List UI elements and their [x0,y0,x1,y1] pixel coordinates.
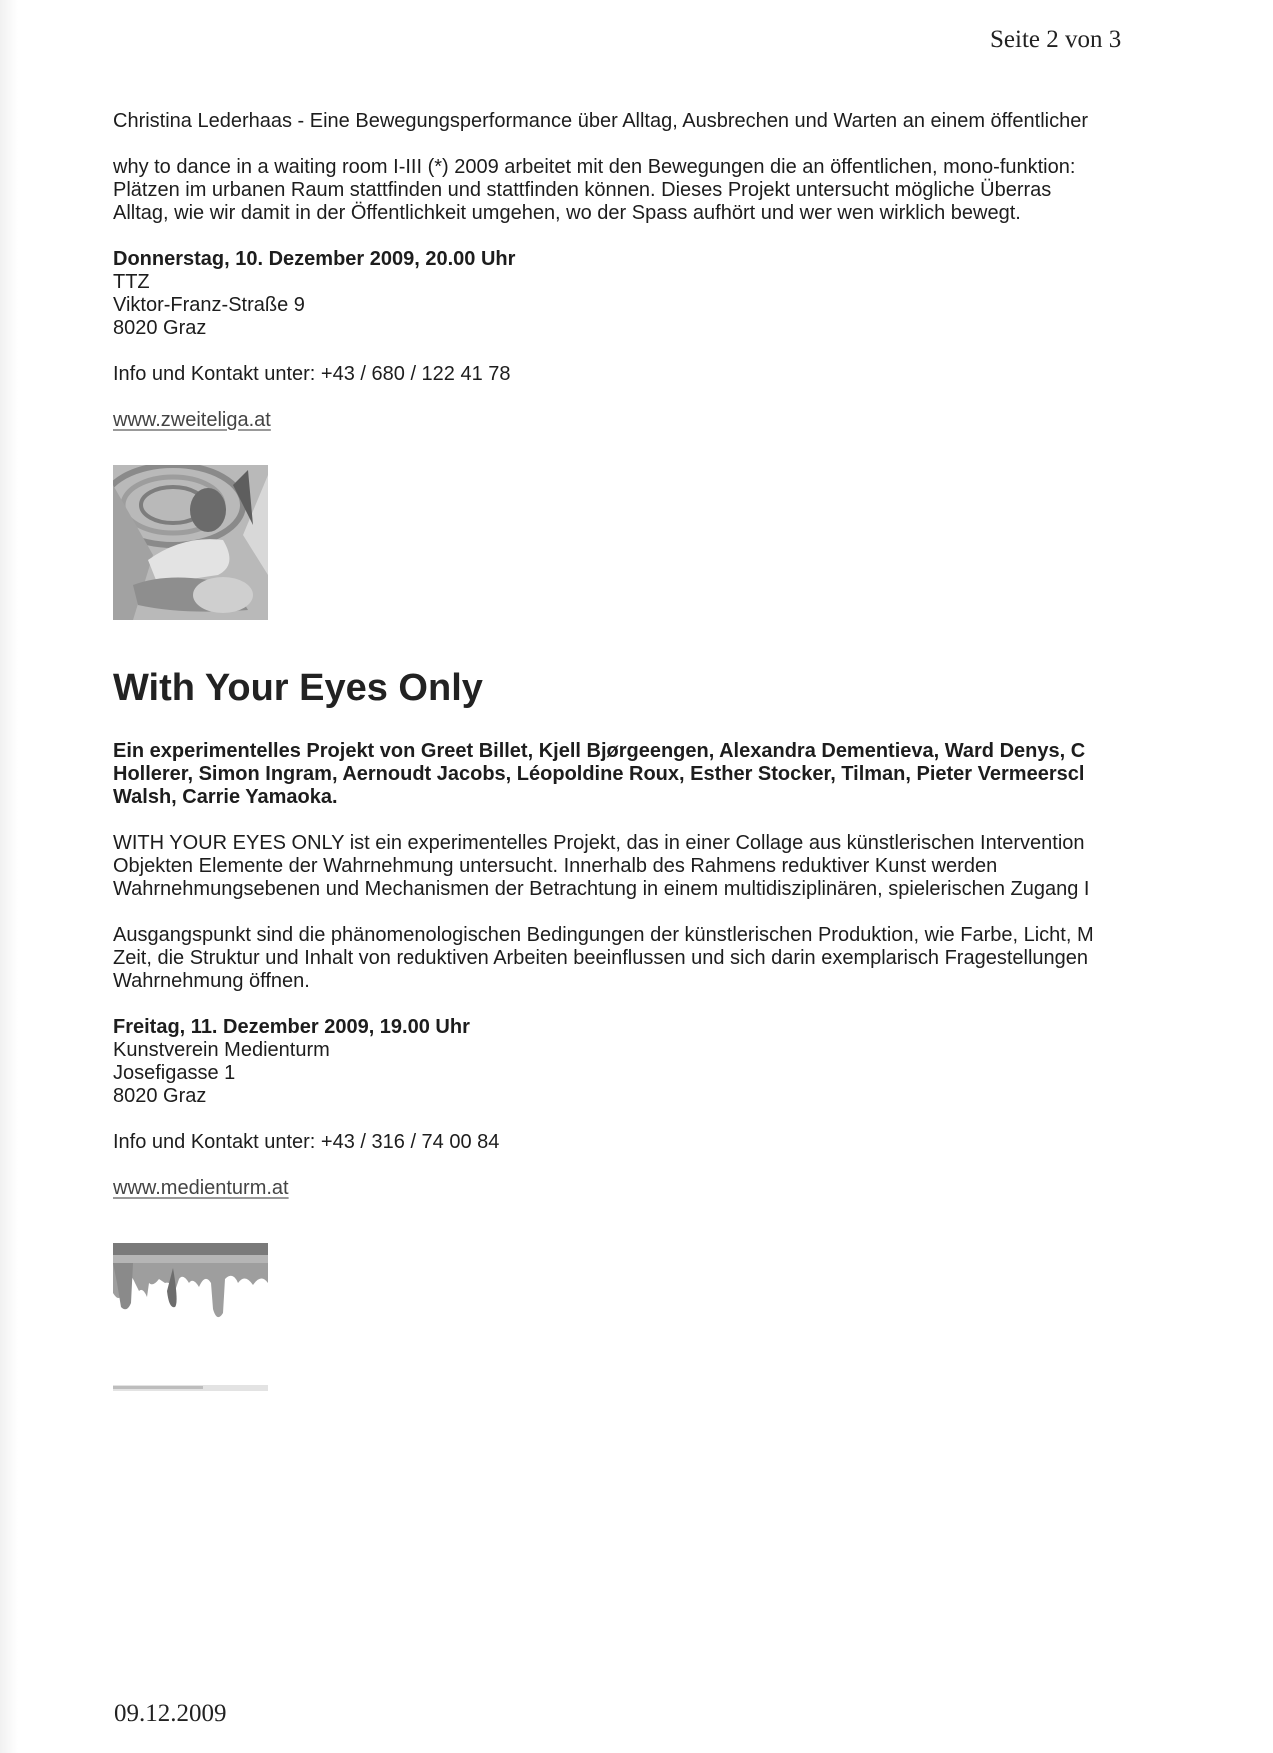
event2-artists-line: Walsh, Carrie Yamaoka. [113,786,338,808]
event2-artwork-photo [113,1243,268,1398]
event2-artists-line: Hollerer, Simon Ingram, Aernoudt Jacobs, Léopoldine Roux, Esther Stocker, Tilman, Pieter Vermeerscl [113,763,1085,785]
event1-dancer-photo [113,465,268,620]
event2-venue: Kunstverein Medienturm [113,1039,330,1061]
dancer-photo-image [113,465,268,620]
event1-venue: TTZ [113,271,150,293]
artwork-photo-image [113,1243,268,1398]
event2-datetime: Freitag, 11. Dezember 2009, 19.00 Uhr [113,1016,470,1038]
event2-paragraph-1-line: Wahrnehmungsebenen und Mechanismen der Betrachtung in einem multidisziplinären, spielerischen Zugang I [113,878,1090,900]
event1-contact: Info und Kontakt unter: +43 / 680 / 122 41 78 [113,363,511,385]
event1-lead: Christina Lederhaas - Eine Bewegungsperformance über Alltag, Ausbrechen und Warten an einem öffentlicher [113,110,1089,132]
event1-description-line: Alltag, wie wir damit in der Öffentlichkeit umgehen, wo der Spass aufhört und wer wen wirklich bewegt. [113,202,1021,224]
event2-city: 8020 Graz [113,1085,207,1107]
event2-paragraph-2-line: Ausgangspunkt sind die phänomenologischen Bedingungen der künstlerischen Produktion, wie Farbe, Licht, M [113,924,1094,946]
page-number: Seite 2 von 3 [990,26,1122,53]
event2-artists [113,740,1123,809]
event2-paragraph-1-line: Objekten Elemente der Wahrnehmung untersucht. Innerhalb des Rahmens reduktiver Kunst werden [113,855,998,877]
event2-contact: Info und Kontakt unter: +43 / 316 / 74 00 84 [113,1131,500,1153]
event2-title: With Your Eyes Only [113,667,483,709]
event2-paragraph-1-line: WITH YOUR EYES ONLY ist ein experimentelles Projekt, das in einer Collage aus künstlerischen Intervention [113,832,1085,854]
event1-datetime: Donnerstag, 10. Dezember 2009, 20.00 Uhr [113,248,516,270]
event1-description [113,156,1123,225]
event1-description-line: why to dance in a waiting room I-III (*) 2009 arbeitet mit den Bewegungen die an öffentlichen, mono-funktion: [113,156,1076,178]
scan-edge-shadow [0,0,18,1753]
event2-details [113,1016,1123,1108]
event1-description-line: Plätzen im urbanen Raum stattfinden und stattfinden können. Dieses Projekt untersucht mögliche Überras [113,179,1052,201]
event2-paragraph-2-line: Wahrnehmung öffnen. [113,970,310,992]
event2-paragraph-2 [113,924,1123,993]
event2-artists-line: Ein experimentelles Projekt von Greet Billet, Kjell Bjørgeengen, Alexandra Dementieva, Ward Denys, C [113,740,1086,762]
event1-details [113,248,1123,340]
event1-city: 8020 Graz [113,317,207,339]
page-date: 09.12.2009 [114,1700,227,1727]
event2-street: Josefigasse 1 [113,1062,236,1084]
event2-paragraph-1 [113,832,1123,901]
event2-website-link[interactable]: www.medienturm.at [113,1177,289,1199]
event1-website-link[interactable]: www.zweiteliga.at [113,409,271,431]
event2-paragraph-2-line: Zeit, die Struktur und Inhalt von reduktiven Arbeiten beeinflussen und sich darin exemplarisch Fragestellungen [113,947,1089,969]
page-content [113,110,1123,1398]
event1-street: Viktor-Franz-Straße 9 [113,294,305,316]
